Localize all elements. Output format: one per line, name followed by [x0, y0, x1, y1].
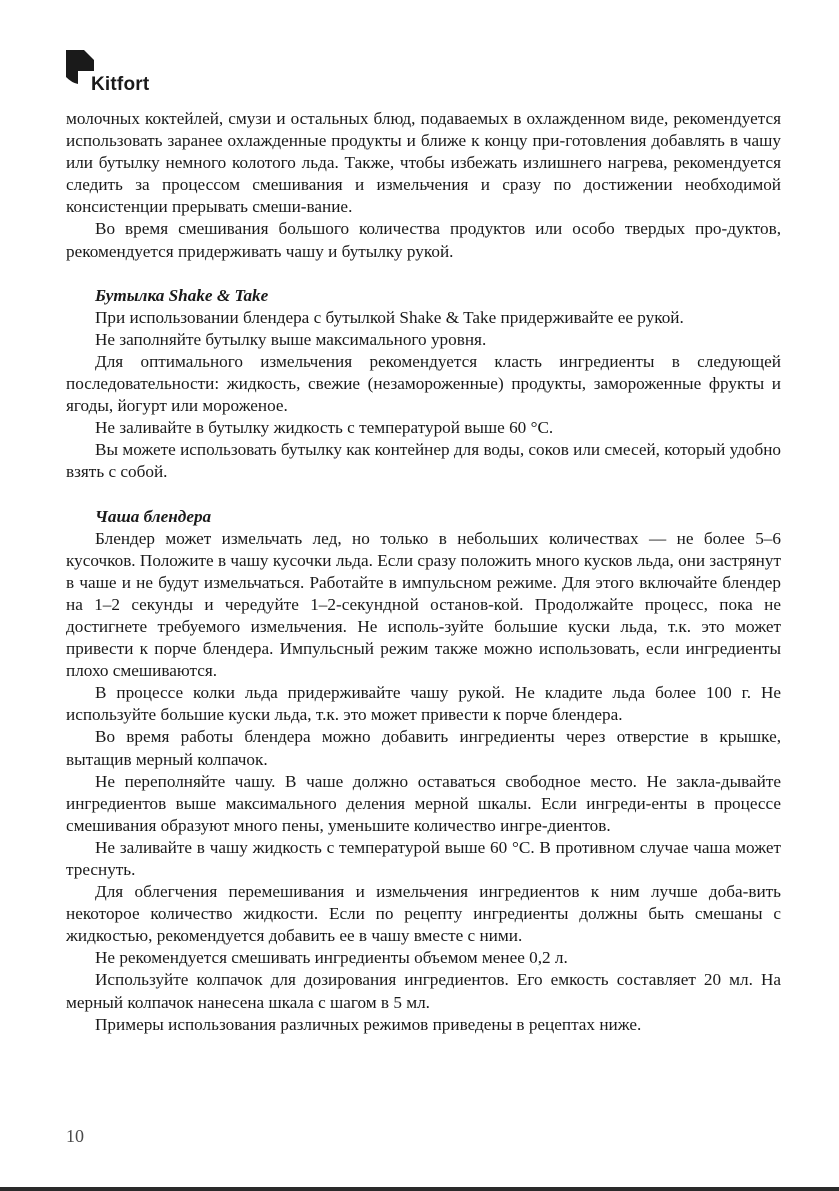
page-number: 10	[66, 1126, 84, 1146]
kitfort-logo-mark-icon	[66, 50, 94, 88]
paragraph: Во время смешивания большого количества продуктов или особо твердых про-дуктов, рекомендуется придерживать чашу и бутылку рукой.	[66, 219, 781, 261]
paragraph: Не заливайте в чашу жидкость с температурой выше 60 °С. В противном случае чаша может треснуть.	[66, 837, 781, 879]
paragraph: Для облегчения перемешивания и измельчения ингредиентов к ним лучше доба-вить некоторое количество жидкости. Если по рецепту ингредиенты должны быть смешаны с жидкостью, рекомендуется добавить ее в чашу вместе с ними.	[66, 882, 781, 946]
paragraph: Примеры использования различных режимов приведены в рецептах ниже.	[95, 1014, 642, 1034]
paragraph: В процессе колки льда придерживайте чашу рукой. Не кладите льда более 100 г. Не используйте большие куски льда, т.к. это может привести к порче блендера.	[66, 683, 781, 725]
page-content	[66, 108, 781, 1036]
section-gap	[66, 484, 781, 506]
paragraph: Не рекомендуется смешивать ингредиенты объемом менее 0,2 л.	[95, 948, 568, 968]
brand-name: Kitfort	[91, 74, 150, 95]
paragraph: Используйте колпачок для дозирования ингредиентов. Его емкость составляет 20 мл. На мерный колпачок нанесена шкала с шагом в 5 мл.	[66, 970, 781, 1012]
paragraph: Для оптимального измельчения рекомендуется класть ингредиенты в следующей последовательности: жидкость, свежие (незамороженные) продукты, замороженные фрукты и ягоды, йогурт или мороженое.	[66, 351, 781, 416]
paragraph: Блендер может измельчать лед, но только в небольших количествах — не более 5–6 кусочков. Положите в чашу кусочки льда. Если сразу положить много кусков льда, они застрянут в чаше и не будут измельчаться. Работайте в импульсном режиме. Для этого включайте блендер на 1–2 секунды и чередуйте 1–2-секундной останов-кой. Продолжайте процесс, пока не достигнете требуемого измельчения. Не исполь-зуйте большие куски льда, т.к. это может привести к порче блендера. Импульсный режим также можно использовать, если ингредиенты плохо смешиваются.	[66, 528, 781, 681]
paragraph: Не переполняйте чашу. В чаше должно оставаться свободное место. Не закла-дывайте ингредиентов выше максимального деления мерной шкалы. Если ингреди-енты в процессе смешивания образуют много пены, уменьшите количество ингре-диентов.	[66, 771, 781, 835]
section-heading-bowl: Чаша блендера	[95, 506, 212, 526]
bottom-rule	[0, 1187, 839, 1191]
paragraph: Во время работы блендера можно добавить ингредиенты через отверстие в крышке, вытащив мерный колпачок.	[66, 727, 781, 769]
paragraph: Вы можете использовать бутылку как контейнер для воды, соков или смесей, который удобно взять с собой.	[66, 440, 781, 482]
section-gap	[66, 263, 781, 285]
paragraph: молочных коктейлей, смузи и остальных блюд, подаваемых в охлажденном виде, рекомендуется использовать заранее охлажденные продукты и ближе к концу при-готовления добавлять в чашу или бутылку немного колотого льда. Также, чтобы избежать излишнего нагрева, рекомендуется следить за процессом смешивания и измельчения и сразу по достижении необходимой консистенции прерывать смеши-вание.	[66, 109, 781, 217]
paragraph: Не заполняйте бутылку выше максимального уровня.	[95, 329, 487, 349]
brand-logo	[66, 50, 176, 100]
paragraph: При использовании блендера с бутылкой Shake & Take придерживайте ее рукой.	[95, 307, 684, 327]
section-heading-bottle: Бутылка Shake & Take	[95, 285, 269, 305]
paragraph: Не заливайте в бутылку жидкость с температурой выше 60 °С.	[95, 418, 554, 438]
